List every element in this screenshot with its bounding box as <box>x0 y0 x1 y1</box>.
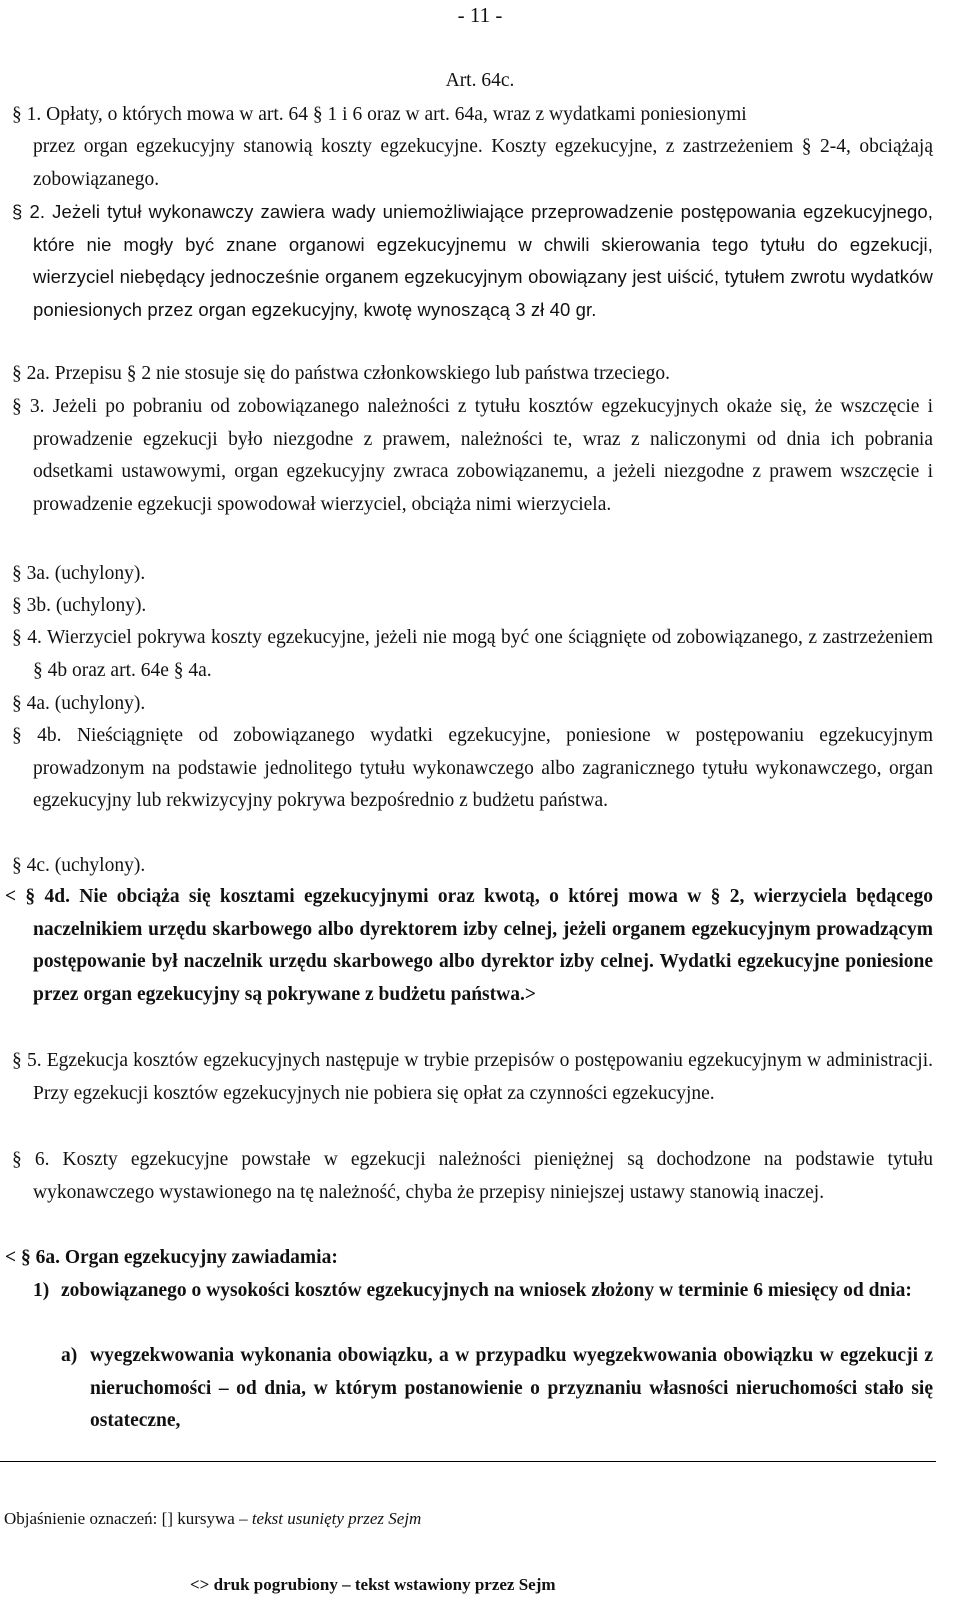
paragraph-2a: § 2a. Przepisu § 2 nie stosuje się do państwa członkowskiego lub państwa trzeciego. <box>12 363 670 384</box>
article-title: Art. 64c. <box>445 70 515 91</box>
paragraph-5: § 5. Egzekucja kosztów egzekucyjnych następuje w trybie przepisów o postępowaniu egzekucyjnym w administracji. Przy egzekucji kosztów egzekucyjnych nie pobiera się opłat za czynności egzekucyjne. <box>12 1050 933 1104</box>
paragraph-6: § 6. Koszty egzekucyjne powstałe w egzekucji należności pieniężnej są dochodzone na podstawie tytułu wykonawczego wystawionego na tę należność, chyba że przepisy niniejszej ustawy stanowią inaczej. <box>12 1149 933 1203</box>
paragraph-6a-inserted: < § 6a. Organ egzekucyjny zawiadamia: <box>5 1247 338 1268</box>
paragraph-4: § 4. Wierzyciel pokrywa koszty egzekucyjne, jeżeli nie mogą być one ściągnięte od zobowiązanego, z zastrzeżeniem § 4b oraz art. 64e § 4a. <box>12 627 933 681</box>
paragraph-4b: § 4b. Nieściągnięte od zobowiązanego wydatki egzekucyjne, poniesione w postępowaniu egzekucyjnym prowadzonym na podstawie jednolitego tytułu wykonawczego albo zagranicznego tytułu wykonawczego, organ egzekucyjny lub rekwizycyjny pokrywa bezpośrednio z budżetu państwa. <box>12 725 933 811</box>
paragraph-3b: § 3b. (uchylony). <box>12 595 147 616</box>
paragraph-1-continuation: przez organ egzekucyjny stanowią koszty egzekucyjne. Koszty egzekucyjne, z zastrzeżeniem § 2-4, obciążają zobowiązanego. <box>33 136 933 190</box>
footer-legend-line-1 <box>4 1509 421 1529</box>
page-number: - 11 - <box>457 3 503 27</box>
paragraph-3: § 3. Jeżeli po pobraniu od zobowiązanego należności z tytułu kosztów egzekucyjnych okaże się, że wszczęcie i prowadzenie egzekucji było niezgodne z prawem, należności te, wraz z naliczonymi od dnia ich pobrania odsetkami ustawowymi, organ egzekucyjny zwraca zobowiązanemu, a jeżeli niezgodne z prawem wszczęcie i prowadzenie egzekucji spowodował wierzyciel, obciąża nimi wierzyciela. <box>12 396 933 515</box>
footer-italic-text: tekst usunięty przez Sejm <box>251 1509 422 1528</box>
paragraph-1-first-line: § 1. Opłaty, o których mowa w art. 64 § 1 i 6 oraz w art. 64a, wraz z wydatkami poniesionymi <box>12 104 747 125</box>
paragraph-4c: § 4c. (uchylony). <box>12 855 146 876</box>
list-item-a-text: wyegzekwowania wykonania obowiązku, a w przypadku wyegzekwowania obowiązku w egzekucji z nieruchomości – od dnia, w którym postanowienie o przyznaniu własności nieruchomości stało się ostateczne, <box>90 1345 933 1431</box>
list-item-1-text: zobowiązanego o wysokości kosztów egzekucyjnych na wniosek złożony w terminie 6 miesięcy od dnia: <box>61 1280 912 1301</box>
list-item-1-number: 1) <box>33 1280 50 1301</box>
paragraph-4d-inserted: < § 4d. Nie obciąża się kosztami egzekucyjnymi oraz kwotą, o której mowa w § 2, wierzyciela będącego naczelnikiem urzędu skarbowego albo dyrektorem izby celnej, jeżeli organem egzekucyjnym prowadzącym postępowanie był naczelnik urzędu skarbowego albo dyrektor izby celnej. Wydatki egzekucyjne poniesione przez organ egzekucyjny są pokrywane z budżetu państwa.> <box>5 886 933 1005</box>
paragraph-3a: § 3a. (uchylony). <box>12 563 146 584</box>
paragraph-4a: § 4a. (uchylony). <box>12 693 146 714</box>
footer-label: Objaśnienie oznaczeń: <box>4 1509 158 1528</box>
footer-divider <box>0 1461 936 1462</box>
paragraph-2: § 2. Jeżeli tytuł wykonawczy zawiera wady uniemożliwiające przeprowadzenie postępowania egzekucyjnego, które nie mogły być znane organowi egzekucyjnemu w chwili skierowania tego tytułu do egzekucji, wierzyciel niebędący jednocześnie organem egzekucyjnym obowiązany jest uiścić, tytułem zwrotu wydatków poniesionych przez organ egzekucyjny, kwotę wynoszącą 3 zł 40 gr. <box>12 201 933 320</box>
list-item-a-letter: a) <box>61 1345 78 1366</box>
footer-brackets: [] kursywa – <box>161 1509 248 1528</box>
footer-legend-line-2: <> druk pogrubiony – tekst wstawiony przez Sejm <box>190 1575 556 1594</box>
